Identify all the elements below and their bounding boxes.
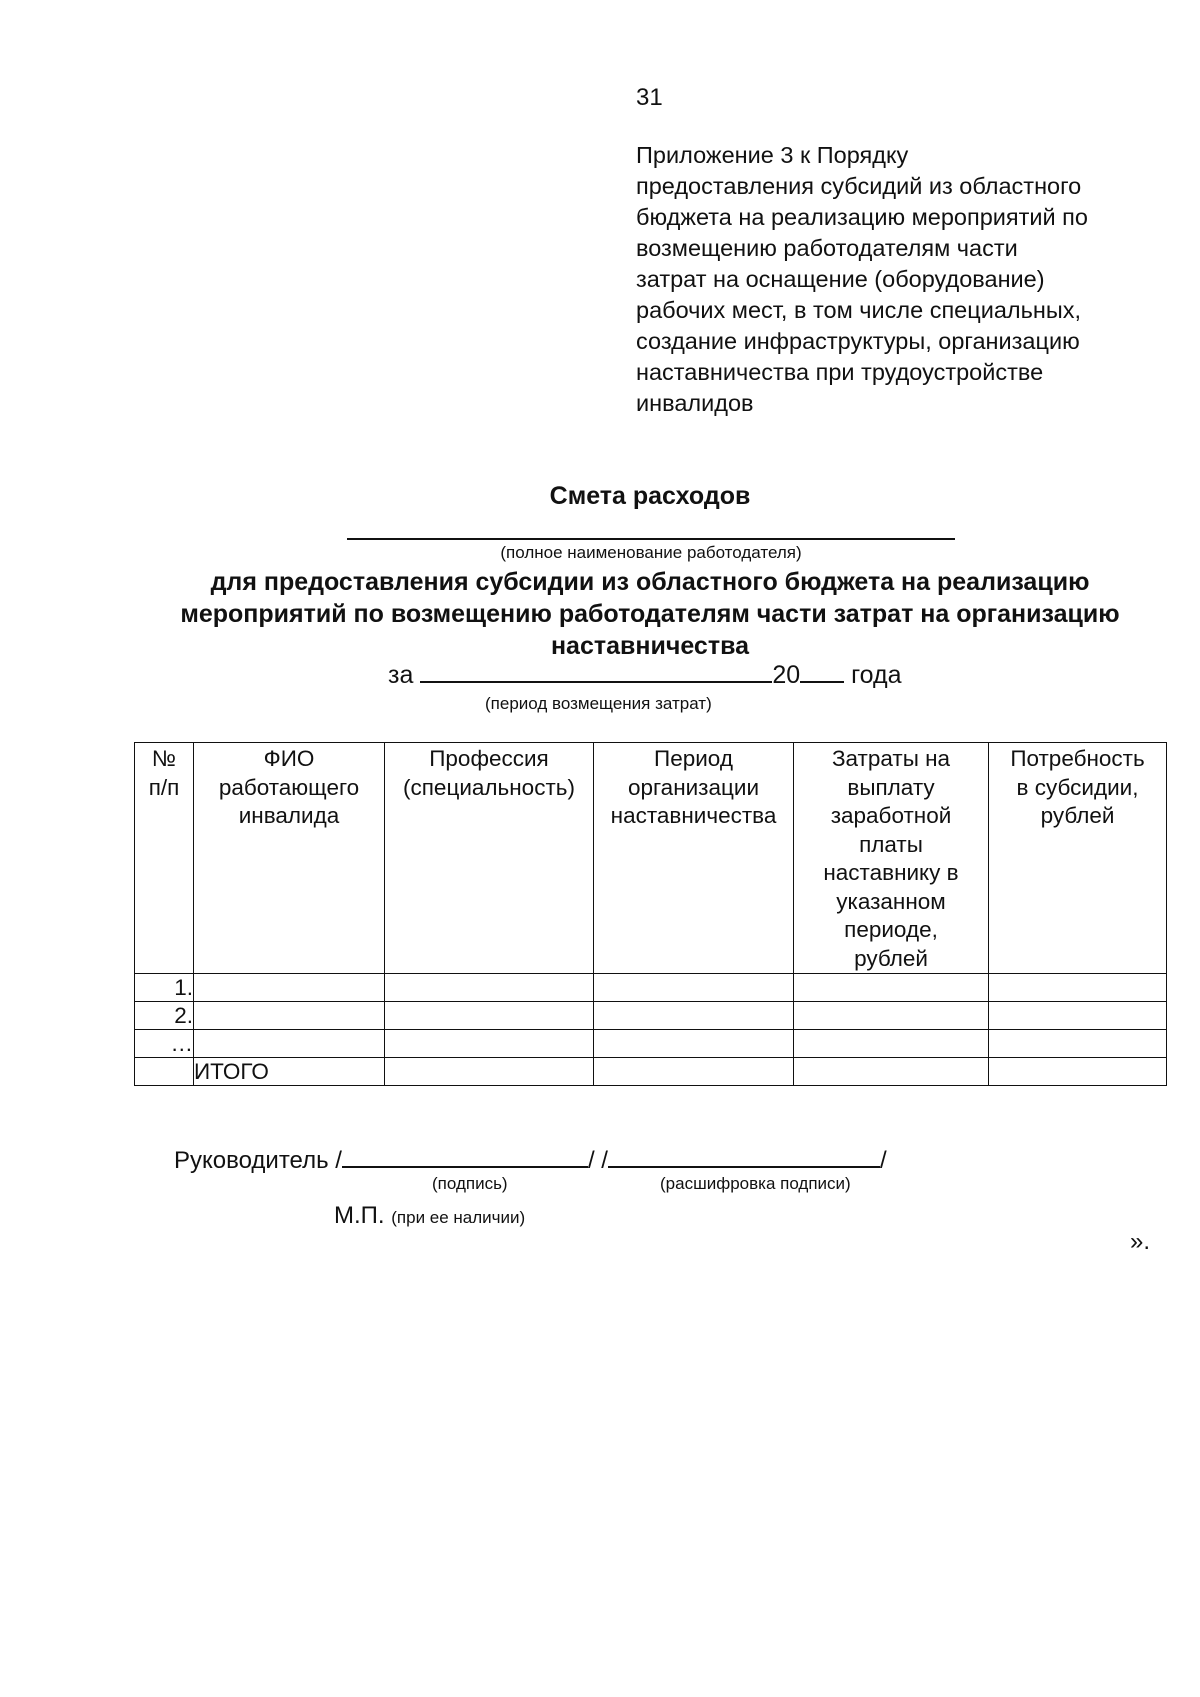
table-cell[interactable] (794, 1002, 989, 1030)
header-line: Потребность (1010, 746, 1145, 771)
table-row (135, 1002, 1167, 1030)
purpose-line: наставничества (550, 632, 750, 660)
year-field[interactable] (800, 661, 844, 683)
header-line: инвалида (238, 803, 340, 828)
header-line: выплату (847, 774, 935, 800)
table-cell[interactable] (385, 1058, 594, 1086)
header-line: заработной (830, 803, 952, 828)
appendix-reference (636, 140, 1176, 419)
header-line: работающего (218, 774, 360, 800)
header-line: наставничества (610, 803, 777, 828)
row-number: … (135, 1030, 194, 1058)
column-header-number (135, 743, 194, 974)
expense-table (134, 742, 1167, 1086)
header-line: № (151, 746, 177, 771)
period-suffix: года (851, 661, 902, 689)
row-label (194, 1030, 385, 1058)
signature-prefix: Руководитель / (174, 1147, 342, 1174)
table-cell[interactable] (989, 1030, 1167, 1058)
signature-decode-field[interactable] (608, 1146, 880, 1168)
table-cell[interactable] (385, 974, 594, 1002)
row-label (194, 1002, 385, 1030)
employer-name-caption: (полное наименование работодателя) (500, 543, 802, 562)
table-cell[interactable] (989, 1002, 1167, 1030)
header-line: рублей (854, 945, 928, 971)
table-cell[interactable] (794, 1058, 989, 1086)
purpose-line: мероприятий по возмещению работодателям части затрат на организацию (180, 600, 1120, 628)
stamp-note: (при ее наличии) (391, 1208, 526, 1227)
table-cell[interactable] (385, 1002, 594, 1030)
appendix-line: рабочих мест, в том числе специальных, (636, 297, 1081, 323)
table-row (135, 1030, 1167, 1058)
row-label (194, 974, 385, 1002)
period-field[interactable] (420, 661, 772, 683)
row-number: 1. (135, 974, 194, 1002)
appendix-line: предоставления субсидий из областного (636, 173, 1082, 199)
column-header-costs (794, 743, 989, 974)
purpose-text (120, 566, 1180, 662)
table-cell[interactable] (594, 1002, 794, 1030)
appendix-line: Приложение 3 к Порядку (636, 142, 909, 168)
column-header-period (594, 743, 794, 974)
table-cell[interactable] (594, 1030, 794, 1058)
closing-quote: ». (1130, 1228, 1151, 1255)
period-prefix: за (388, 661, 414, 689)
header-line: ФИО (263, 746, 315, 771)
header-line: Профессия (429, 746, 549, 771)
row-number: 2. (135, 1002, 194, 1030)
signature-caption: (подпись) (432, 1174, 508, 1193)
header-line: организации (627, 774, 760, 800)
table-cell[interactable] (989, 974, 1167, 1002)
table-row-total (135, 1058, 1167, 1086)
purpose-line: для предоставления субсидии из областного бюджета на реализацию (210, 568, 1090, 596)
column-header-name (194, 743, 385, 974)
signature-slash: / (601, 1147, 608, 1174)
table-header-row (135, 743, 1167, 974)
appendix-line: бюджета на реализацию мероприятий по (636, 204, 1088, 230)
year-prefix: 20 (772, 661, 801, 689)
table-row (135, 974, 1167, 1002)
signature-line (174, 1146, 887, 1175)
table-cell[interactable] (385, 1030, 594, 1058)
header-line: Период (654, 746, 733, 771)
stamp-label: М.П. (334, 1202, 385, 1229)
header-line: периоде, (844, 917, 938, 942)
table-cell[interactable] (594, 1058, 794, 1086)
header-line: рублей (1040, 803, 1115, 828)
stamp-line (334, 1202, 525, 1230)
header-line: в субсидии, (1016, 774, 1139, 800)
table-cell[interactable] (794, 1030, 989, 1058)
appendix-line: создание инфраструктуры, организацию (636, 328, 1080, 354)
header-line: Затраты на (831, 746, 951, 771)
signature-field[interactable] (342, 1146, 588, 1168)
table-cell[interactable] (594, 974, 794, 1002)
appendix-line: инвалидов (636, 390, 754, 416)
header-line: наставнику в (823, 860, 959, 885)
employer-name-field[interactable] (347, 538, 955, 540)
column-header-subsidy (989, 743, 1167, 974)
signature-decode-caption: (расшифровка подписи) (660, 1174, 851, 1193)
signature-slash: / (879, 1147, 887, 1174)
signature-slash: / (587, 1147, 595, 1174)
appendix-line: наставничества при трудоустройстве (636, 359, 1044, 385)
header-line: (специальность) (403, 774, 575, 800)
period-caption: (период возмещения затрат) (485, 694, 712, 713)
page-number: 31 (636, 84, 663, 111)
period-line (388, 661, 902, 690)
table-cell[interactable] (989, 1058, 1167, 1086)
total-label: ИТОГО (194, 1058, 385, 1086)
table-cell[interactable] (794, 974, 989, 1002)
appendix-line: возмещению работодателям части (636, 235, 1018, 261)
document-title: Смета расходов (549, 482, 751, 510)
header-line: указанном (836, 888, 946, 914)
appendix-line: затрат на оснащение (оборудование) (636, 266, 1045, 292)
column-header-profession (385, 743, 594, 974)
header-line: п/п (148, 774, 180, 800)
header-line: платы (859, 831, 923, 857)
row-number (135, 1058, 194, 1086)
